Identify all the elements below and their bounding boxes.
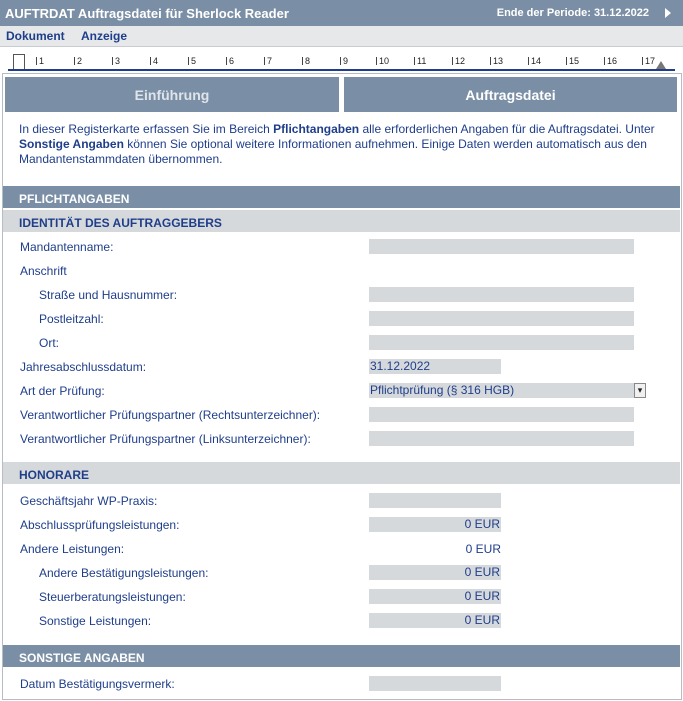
label-pruefung: Art der Prüfung: (20, 384, 105, 398)
ruler-tick: 9 (340, 56, 348, 66)
ruler-tick: 4 (150, 56, 158, 66)
input-ort[interactable] (369, 335, 634, 350)
label-andere-leistungen: Andere Leistungen: (20, 542, 125, 556)
ruler-tick: 8 (302, 56, 310, 66)
ruler-tick: 10 (376, 56, 389, 66)
section-title: IDENTITÄT DES AUFTRAGGEBERS (19, 216, 222, 230)
label-strasse: Straße und Hausnummer: (39, 288, 178, 302)
right-indent-marker-icon[interactable] (656, 61, 666, 69)
input-strasse[interactable] (369, 287, 634, 302)
ruler-tick: 17 (642, 56, 655, 66)
left-indent-marker-icon[interactable] (13, 54, 25, 70)
ruler-tick: 15 (566, 56, 579, 66)
input-steuer[interactable]: 0 EUR (369, 589, 501, 604)
tab-auftragsdatei[interactable]: Auftragsdatei (344, 77, 677, 112)
ruler-tick: 7 (264, 56, 272, 66)
input-datum-vermerk[interactable] (369, 676, 501, 691)
input-partner-rechts[interactable] (369, 407, 634, 422)
ruler-tick: 5 (188, 56, 196, 66)
window-title: AUFTRDAT Auftragsdatei für Sherlock Reader (5, 6, 289, 21)
ruler-tick: 14 (528, 56, 541, 66)
tab-einfuehrung[interactable]: Einführung (5, 77, 339, 112)
input-jahresabschlussdatum[interactable]: 31.12.2022 (369, 359, 501, 374)
intro-part: alle erforderlichen Angaben für die Auftragsdatei. Unter (359, 122, 655, 136)
expand-arrow-icon[interactable] (665, 8, 671, 18)
input-sonstige-leistungen[interactable]: 0 EUR (369, 613, 501, 628)
ruler-tick: 11 (414, 56, 426, 66)
input-plz[interactable] (369, 311, 634, 326)
ruler-tick: 2 (74, 56, 82, 66)
ruler-tick: 16 (604, 56, 617, 66)
period-end (497, 7, 649, 19)
label-abschluss: Abschlussprüfungsleistungen: (20, 518, 180, 532)
input-bestaetigung[interactable]: 0 EUR (369, 565, 501, 580)
menu-bar (0, 26, 683, 47)
section-sonstige-angaben (3, 645, 680, 667)
intro-text (19, 122, 669, 167)
intro-part: In dieser Registerkarte erfassen Sie im Bereich (19, 122, 274, 136)
title-bar (0, 0, 683, 26)
intro-bold: Pflichtangaben (273, 122, 360, 136)
label-jahresabschluss: Jahresabschlussdatum: (20, 360, 147, 374)
label-geschaeftsjahr: Geschäftsjahr WP-Praxis: (20, 494, 158, 508)
dropdown-button-icon[interactable]: ▾ (634, 383, 646, 398)
ruler-tick: 12 (452, 56, 465, 66)
section-pflichtangaben (3, 186, 680, 208)
label-bestaetigung: Andere Bestätigungsleistungen: (39, 566, 209, 580)
input-partner-links[interactable] (369, 431, 634, 446)
period-value: 31.12.2022 (593, 7, 649, 19)
label-plz: Postleitzahl: (39, 312, 104, 326)
input-abschluss[interactable]: 0 EUR (369, 517, 501, 532)
intro-part: können Sie optional weitere Informationen aufnehmen. Einige Daten werden automatisch aus den Mandantenstammdaten übernommen. (19, 137, 647, 166)
intro-bold: Sonstige Angaben (19, 137, 124, 151)
ruler (0, 48, 683, 72)
label-partner-links: Verantwortlicher Prüfungspartner (Linksunterzeichner): (20, 432, 311, 446)
ruler-tick: 13 (490, 56, 503, 66)
ruler-tick: 6 (226, 56, 234, 66)
section-honorare (3, 462, 680, 484)
ruler-tick: 1 (36, 56, 44, 66)
label-anschrift: Anschrift (20, 264, 67, 278)
label-datum-vermerk: Datum Bestätigungsvermerk: (20, 677, 175, 691)
label-steuer: Steuerberatungsleistungen: (39, 590, 186, 604)
section-title: SONSTIGE ANGABEN (19, 651, 145, 665)
input-mandantenname[interactable] (369, 239, 634, 254)
menu-anzeige[interactable]: Anzeige (81, 29, 128, 43)
menu-dokument[interactable]: Dokument (6, 29, 65, 43)
label-mandantenname: Mandantenname: (20, 240, 114, 254)
label-ort: Ort: (39, 336, 59, 350)
section-identitaet (3, 210, 680, 232)
label-partner-rechts: Verantwortlicher Prüfungspartner (Rechtsunterzeichner): (20, 408, 321, 422)
label-sonstige-leistungen: Sonstige Leistungen: (39, 614, 152, 628)
period-label: Ende der Periode: (496, 7, 591, 19)
ruler-baseline (8, 69, 675, 71)
value-andere-leistungen: 0 EUR (465, 542, 501, 556)
section-title: HONORARE (19, 468, 90, 482)
ruler-tick: 3 (112, 56, 120, 66)
section-title: PFLICHTANGABEN (19, 192, 130, 206)
select-art-pruefung[interactable]: Pflichtprüfung (§ 316 HGB) (369, 383, 634, 398)
input-geschaeftsjahr[interactable] (369, 493, 501, 508)
